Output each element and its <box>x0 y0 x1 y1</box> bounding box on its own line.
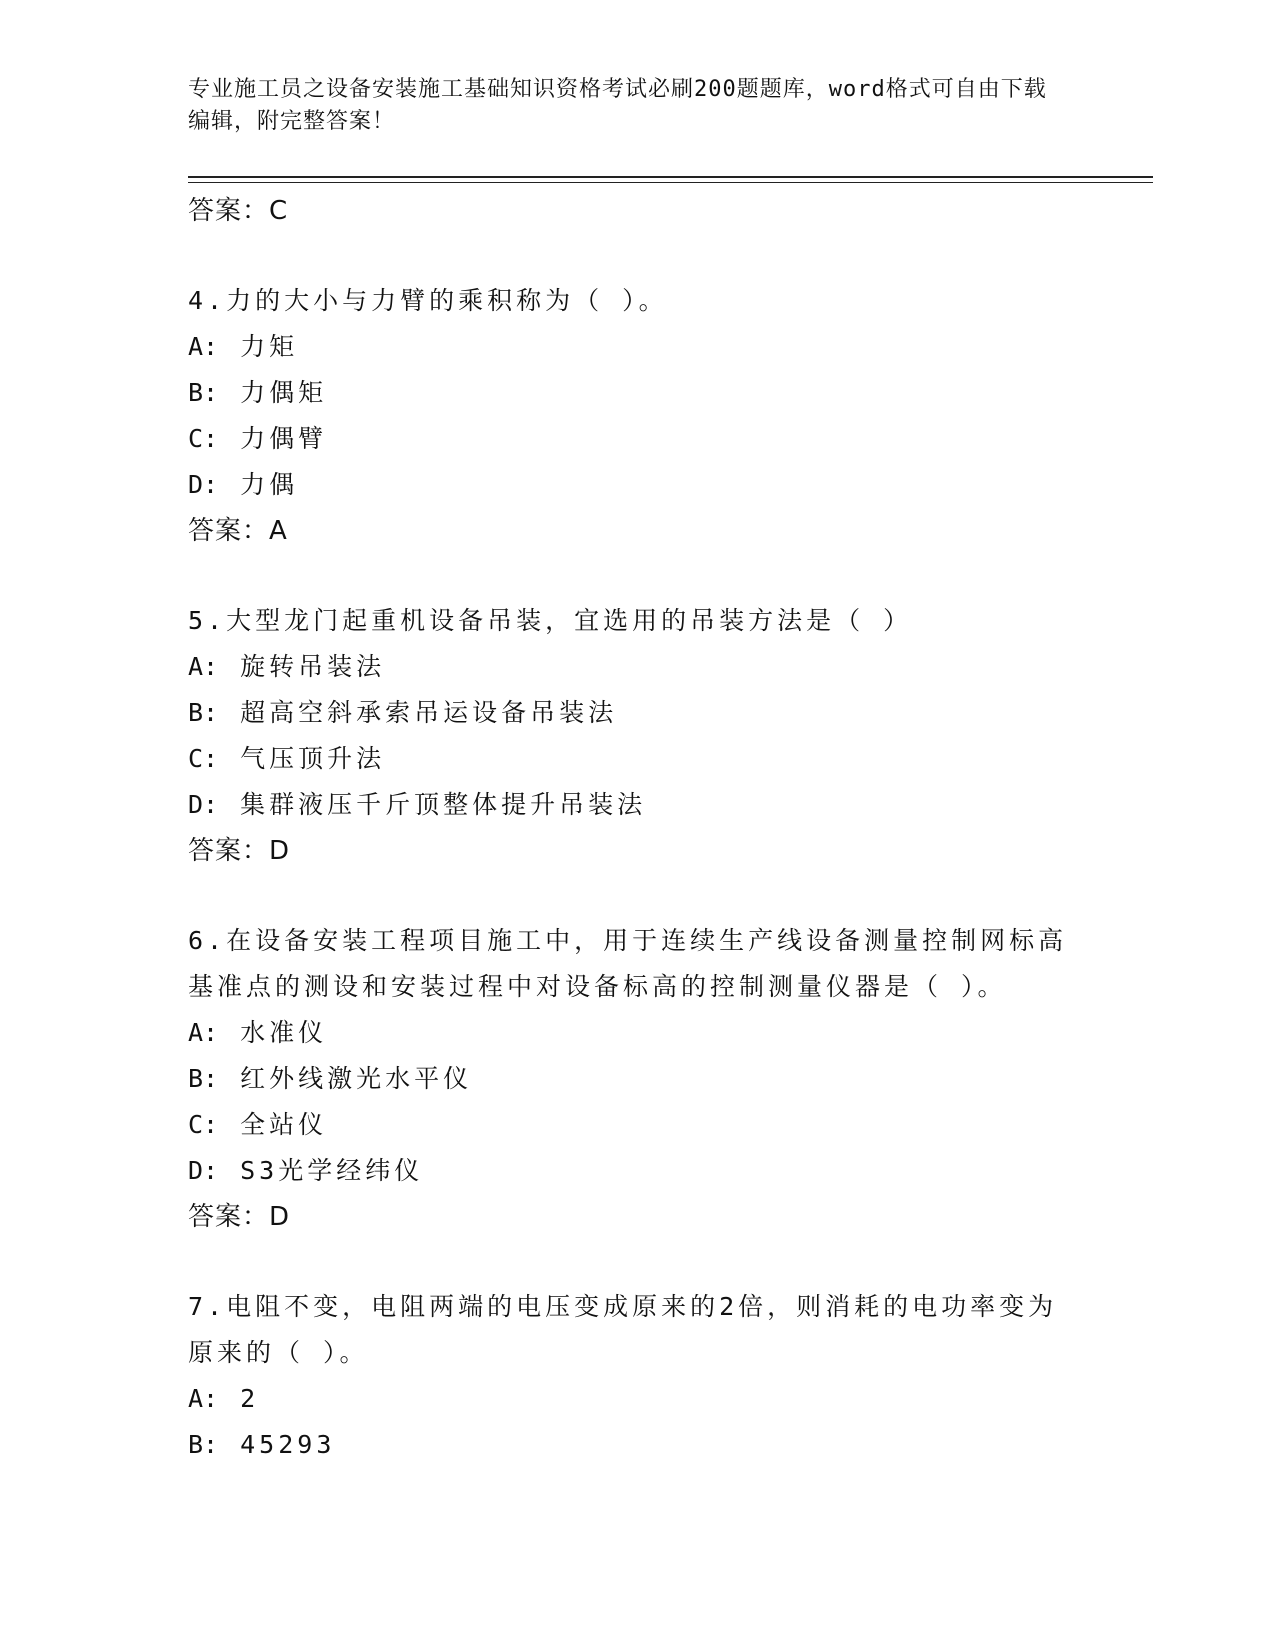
option-text: 气压顶升法 <box>240 744 386 773</box>
option-b <box>188 1056 1068 1102</box>
option-b <box>188 1422 1068 1468</box>
option-text: 水准仪 <box>240 1018 328 1047</box>
option-a <box>188 644 1068 690</box>
option-c <box>188 416 1068 462</box>
option-letter: B: <box>188 378 219 407</box>
spacer <box>188 554 1068 598</box>
option-letter: A: <box>188 1384 219 1413</box>
option-letter: B: <box>188 1430 219 1459</box>
spacer <box>188 874 1068 918</box>
option-letter: C: <box>188 424 219 453</box>
question-stem: 5.大型龙门起重机设备吊装，宜选用的吊装方法是（ ） <box>188 606 913 635</box>
answer-line: 答案：D <box>188 836 291 866</box>
option-text: 力偶矩 <box>240 378 328 407</box>
option-letter: A: <box>188 332 219 361</box>
option-letter: D: <box>188 1156 219 1185</box>
header-divider-thick <box>188 176 1153 178</box>
option-a <box>188 324 1068 370</box>
option-letter: B: <box>188 1064 219 1093</box>
option-text: 红外线激光水平仪 <box>240 1064 473 1093</box>
question-stem: 7.电阻不变，电阻两端的电压变成原来的2倍，则消耗的电功率变为原来的（ ）。 <box>188 1292 1058 1367</box>
question-list <box>188 188 1068 1468</box>
header-divider-thin <box>188 182 1153 183</box>
option-letter: D: <box>188 470 219 499</box>
spacer <box>188 1240 1068 1284</box>
question-stem: 6.在设备安装工程项目施工中，用于连续生产线设备测量控制网标高基准点的测设和安装过程中对设备标高的控制测量仪器是（ ）。 <box>188 926 1068 1001</box>
option-a <box>188 1376 1068 1422</box>
option-letter: A: <box>188 1018 219 1047</box>
option-text: 全站仪 <box>240 1110 328 1139</box>
answer-line: 答案：D <box>188 1202 291 1232</box>
option-text: 旋转吊装法 <box>240 652 386 681</box>
option-text: 力矩 <box>240 332 299 361</box>
option-letter: A: <box>188 652 219 681</box>
question-block <box>188 918 1068 1240</box>
option-text: 2 <box>240 1384 260 1413</box>
option-text: S3光学经纬仪 <box>240 1156 424 1185</box>
option-text: 力偶臂 <box>240 424 328 453</box>
option-letter: B: <box>188 698 219 727</box>
option-b <box>188 690 1068 736</box>
option-text: 力偶 <box>240 470 299 499</box>
question-block <box>188 278 1068 554</box>
option-d <box>188 1148 1068 1194</box>
question-block <box>188 1284 1068 1468</box>
option-c <box>188 736 1068 782</box>
spacer <box>188 234 1068 278</box>
option-a <box>188 1010 1068 1056</box>
option-c <box>188 1102 1068 1148</box>
option-letter: C: <box>188 744 219 773</box>
answer-line: 答案：A <box>188 516 288 546</box>
option-letter: C: <box>188 1110 219 1139</box>
option-text: 45293 <box>240 1430 336 1459</box>
question-block <box>188 598 1068 874</box>
answer-line: 答案：C <box>188 196 289 226</box>
option-letter: D: <box>188 790 219 819</box>
option-text: 集群液压千斤顶整体提升吊装法 <box>240 790 647 819</box>
option-b <box>188 370 1068 416</box>
document-header: 专业施工员之设备安装施工基础知识资格考试必刷200题题库，word格式可自由下载编辑，附完整答案！ <box>188 77 1047 134</box>
option-text: 超高空斜承索吊运设备吊装法 <box>240 698 618 727</box>
option-d <box>188 462 1068 508</box>
question-stem: 4.力的大小与力臂的乘积称为（ ）。 <box>188 286 668 315</box>
option-d <box>188 782 1068 828</box>
